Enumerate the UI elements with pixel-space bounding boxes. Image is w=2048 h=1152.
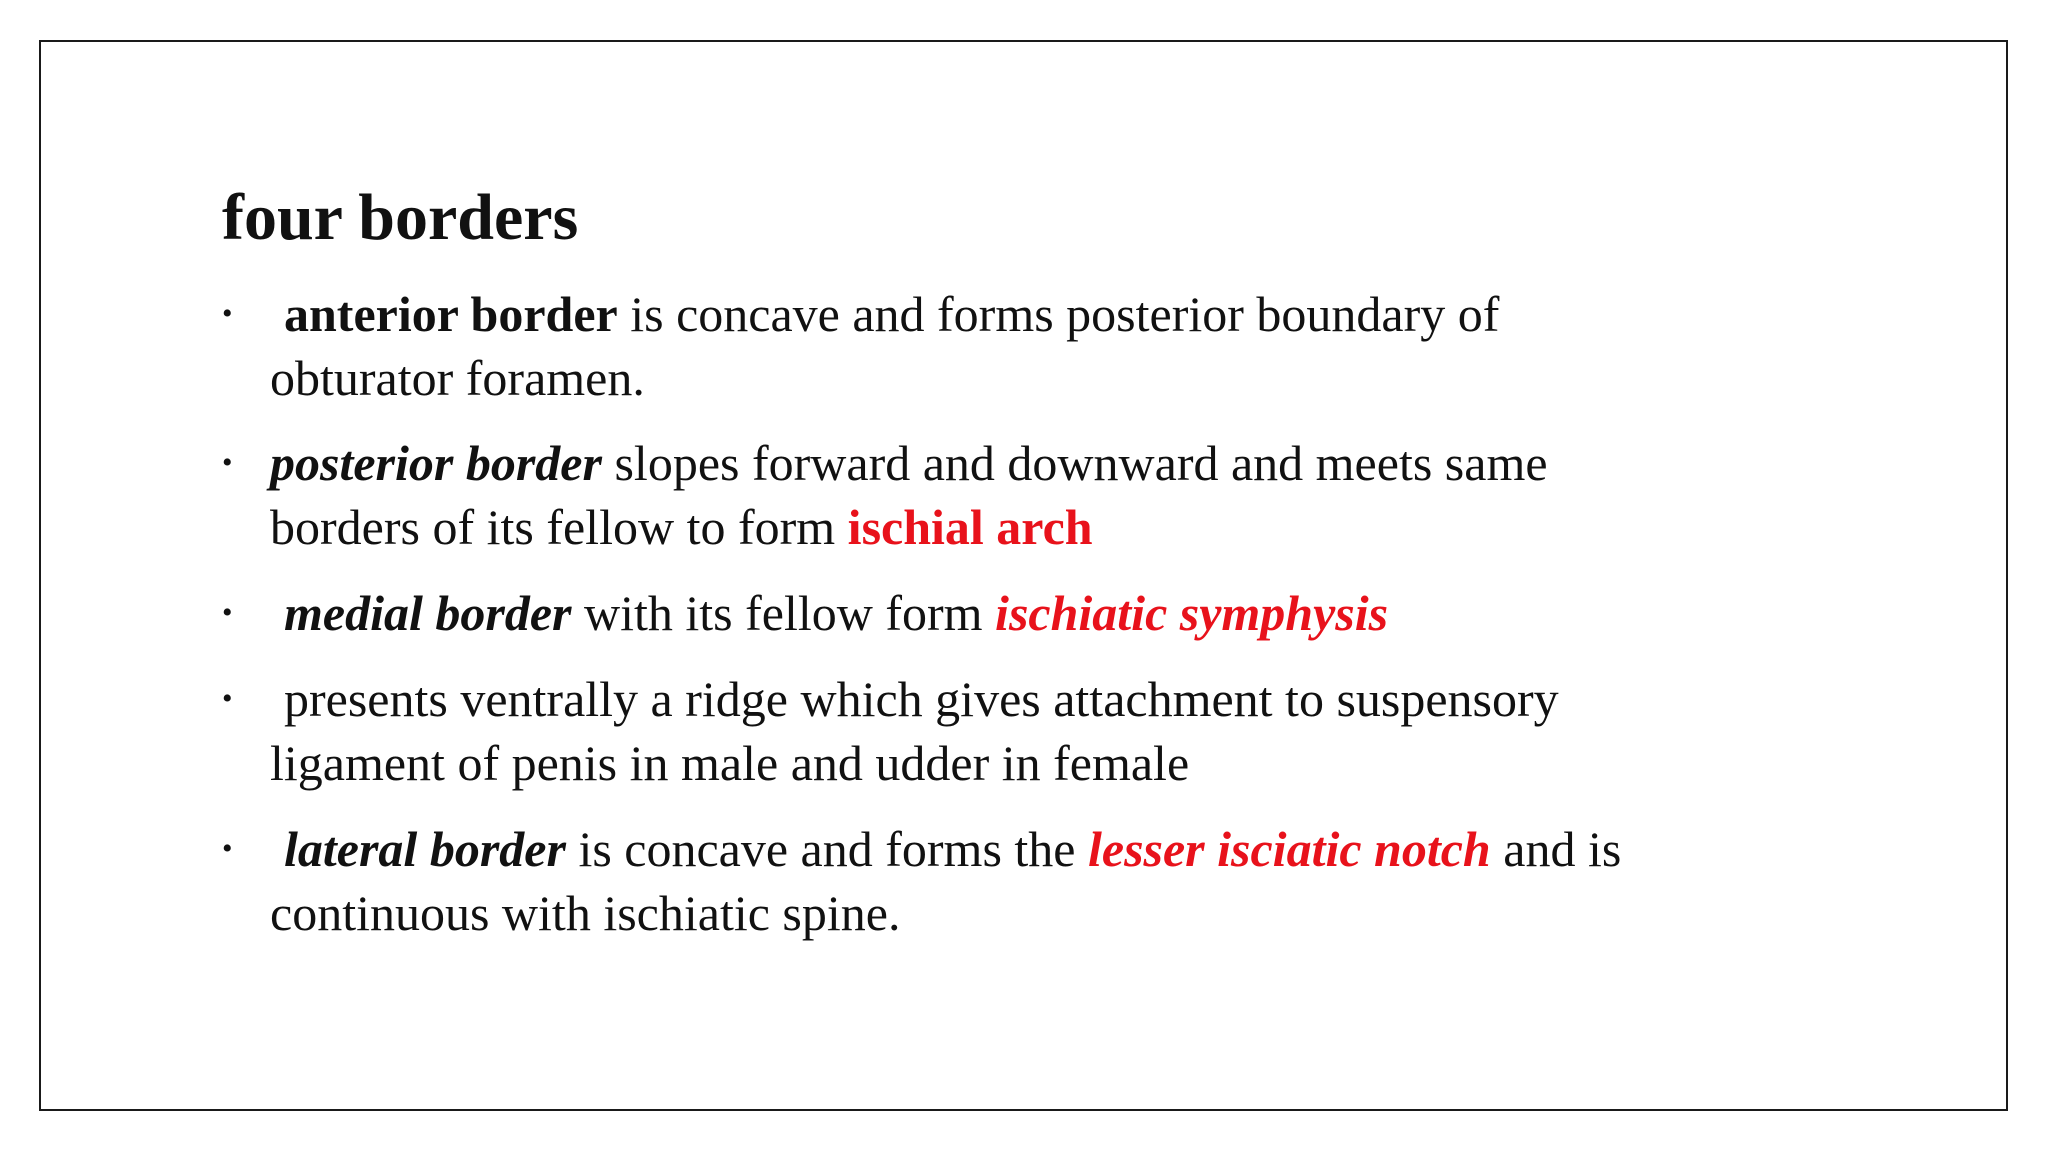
bullet-dot-icon: • xyxy=(222,297,233,330)
description-text: borders of its fellow to form xyxy=(270,499,848,555)
highlight-ischial-arch: ischial arch xyxy=(847,499,1093,555)
bullet-text xyxy=(270,667,1830,795)
term-medial-border: medial border xyxy=(284,585,572,641)
description-text: slopes forward and downward and meets same xyxy=(601,435,1548,491)
text-line xyxy=(270,817,1830,881)
text-line: obturator foramen. xyxy=(270,350,645,406)
description-text: with its fellow form xyxy=(571,585,996,641)
highlight-lesser-isciatic-notch: lesser isciatic notch xyxy=(1087,821,1491,877)
slide-title: four borders xyxy=(222,181,579,254)
text-line xyxy=(270,495,1830,559)
bullet-text xyxy=(270,581,1830,645)
description-text: and is xyxy=(1490,821,1622,877)
text-line: continuous with ischiatic spine. xyxy=(270,885,901,941)
text-line xyxy=(270,282,1830,346)
bullet-dot-icon: • xyxy=(222,682,233,715)
term-anterior-border: anterior border xyxy=(284,286,618,342)
bullet-text xyxy=(270,431,1830,559)
bullet-text xyxy=(270,817,1830,945)
text-line: presents ventrally a ridge which gives attachment to suspensory xyxy=(284,671,1559,727)
highlight-ischiatic-symphysis: ischiatic symphysis xyxy=(995,585,1389,641)
bullet-dot-icon: • xyxy=(222,832,233,865)
bullet-dot-icon: • xyxy=(222,596,233,629)
text-line xyxy=(270,431,1830,495)
text-line xyxy=(270,581,1830,645)
text-line: ligament of penis in male and udder in female xyxy=(270,735,1190,791)
description-text: is concave and forms posterior boundary of xyxy=(617,286,1500,342)
term-posterior-border: posterior border xyxy=(270,435,602,491)
bullet-text xyxy=(270,282,1830,410)
description-text: is concave and forms the xyxy=(565,821,1088,877)
term-lateral-border: lateral border xyxy=(284,821,566,877)
bullet-dot-icon: • xyxy=(222,446,233,479)
